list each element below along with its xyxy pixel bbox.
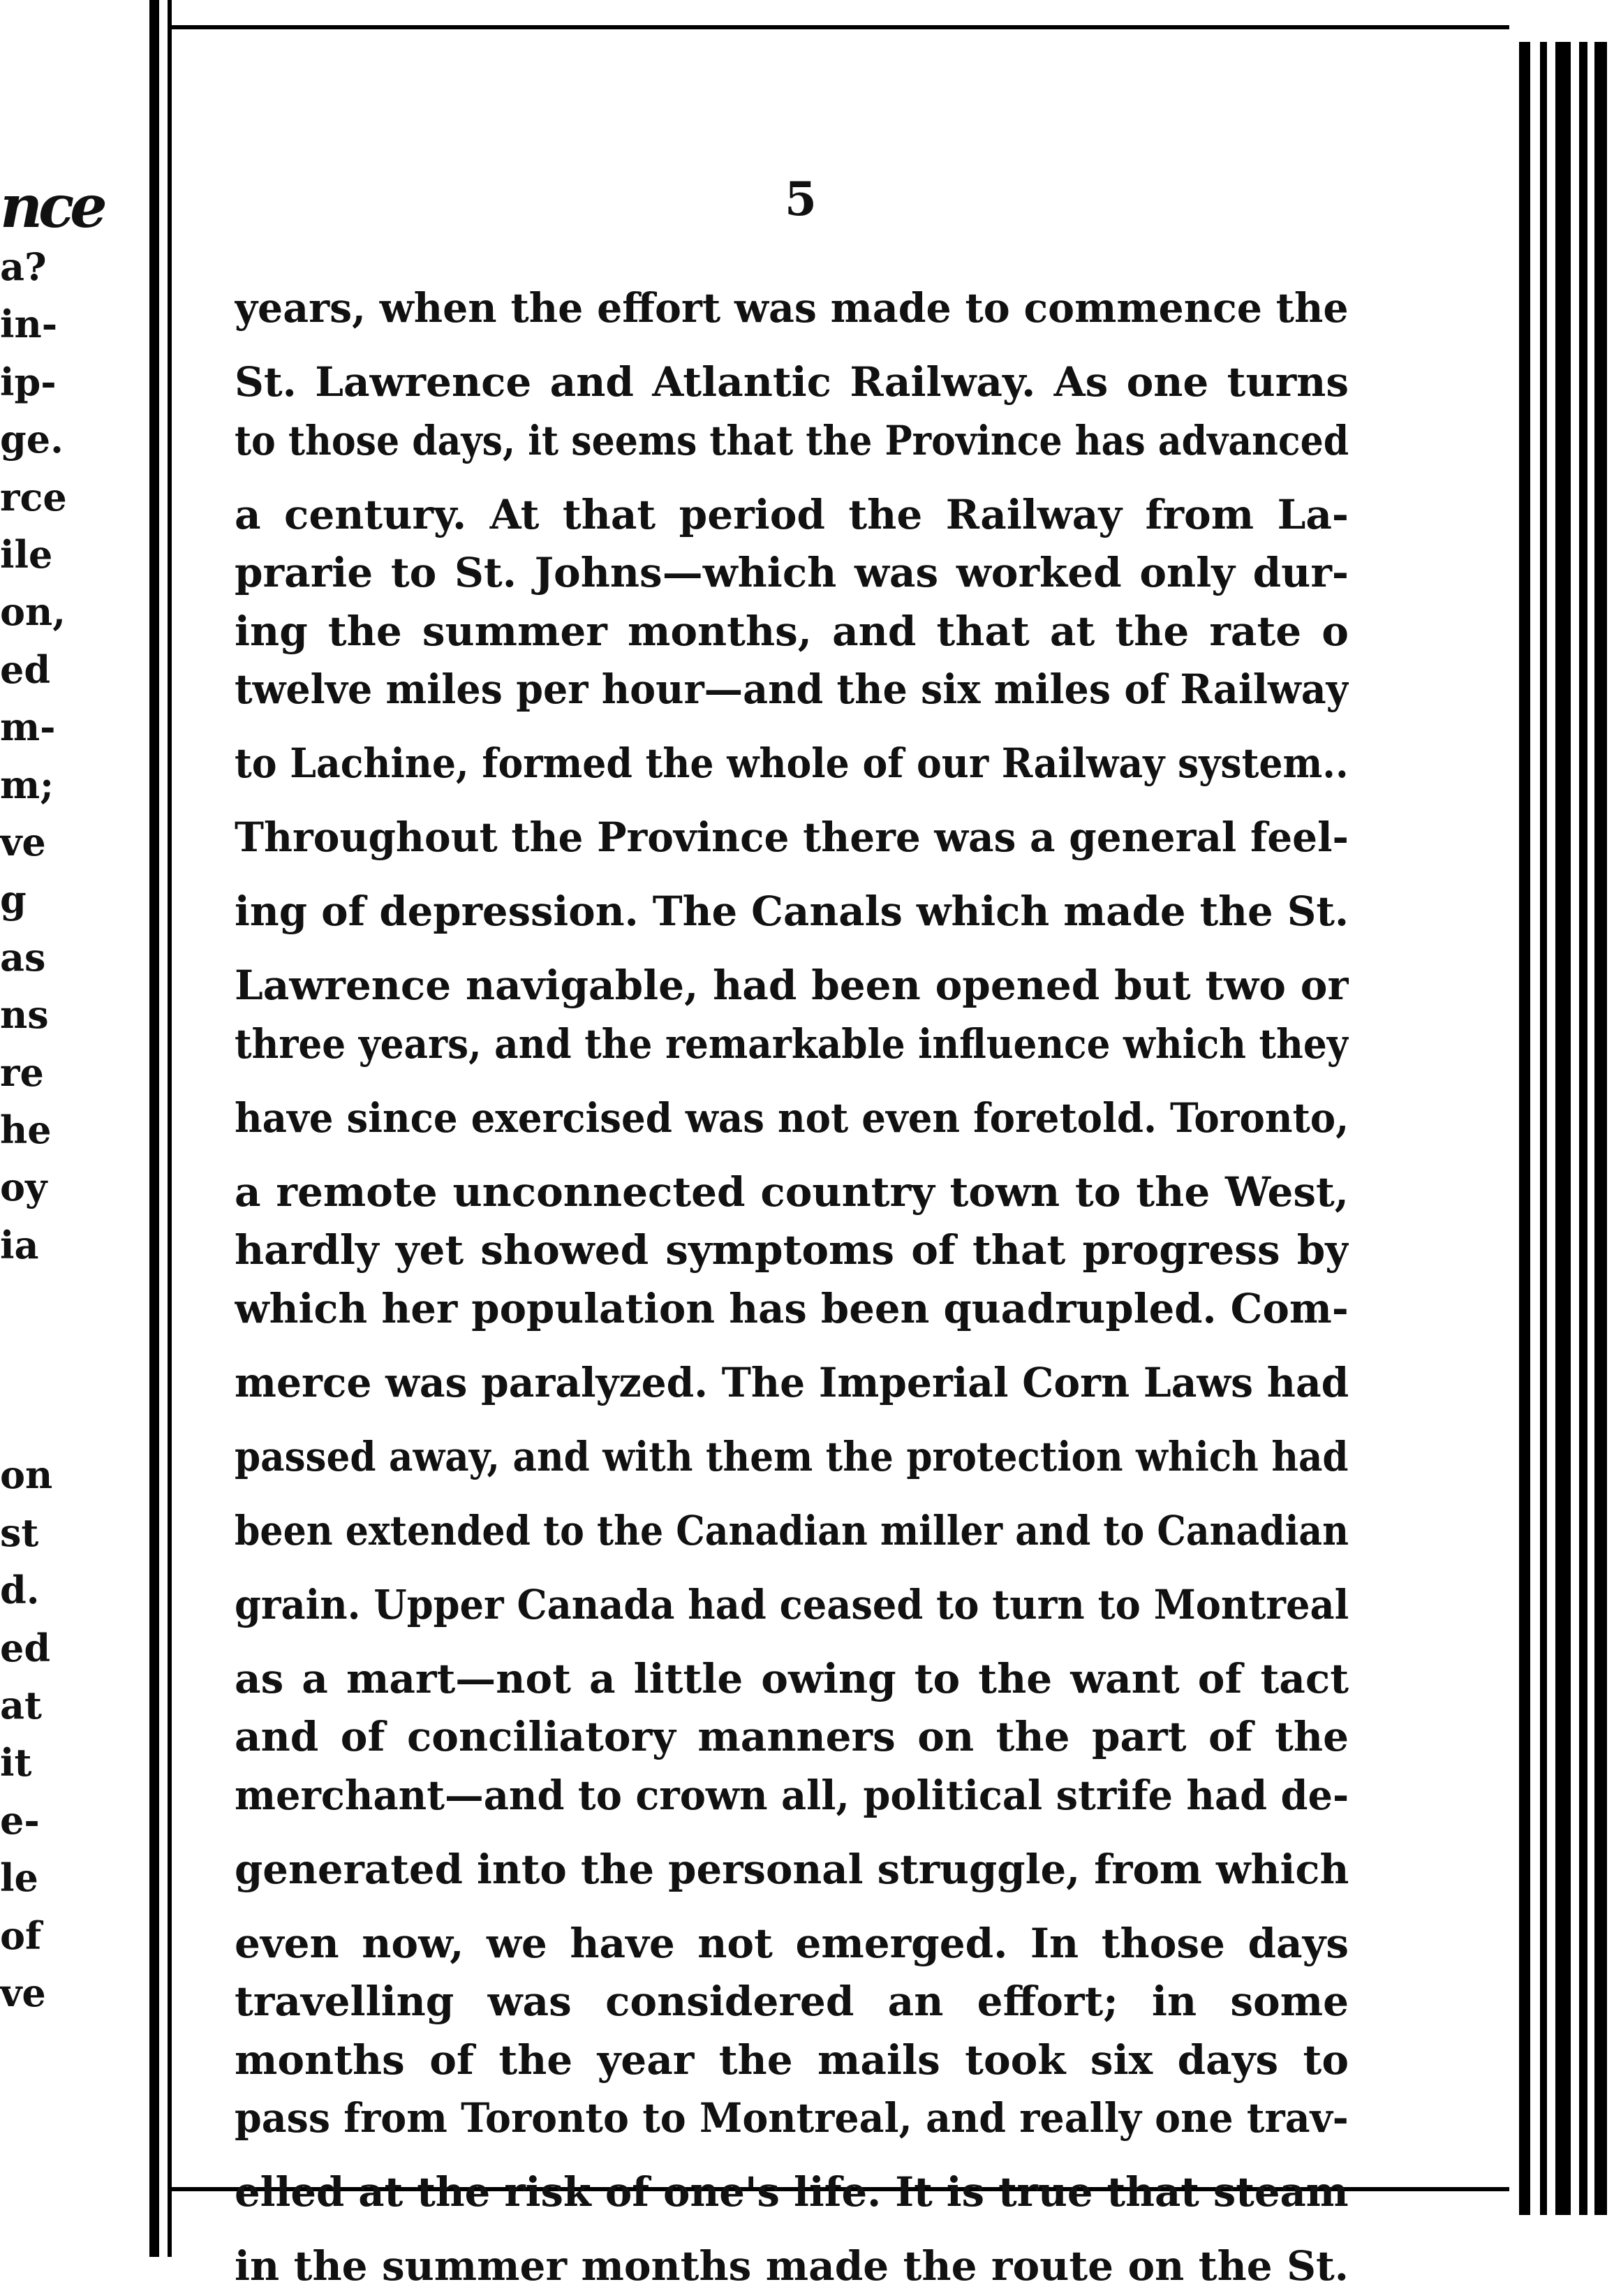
left-page-fragment-line: on <box>0 1452 53 1497</box>
text-line: prarie to St. Johns—which was worked only dur- <box>235 549 1349 596</box>
text-line: a remote unconnected country town to the West, <box>235 1168 1349 1216</box>
book-edge-stripe <box>1540 42 1547 2215</box>
text-line: generated into the personal struggle, from which <box>235 1845 1349 1893</box>
left-page-fragment-line: a? <box>0 244 47 289</box>
left-page-fragment-line: it <box>0 1740 32 1785</box>
book-edge-stripe <box>1519 42 1530 2215</box>
page-number: 5 <box>785 172 817 226</box>
book-edge-stripe <box>1579 42 1587 2215</box>
text-line: as a mart—not a little owing to the want of tact <box>235 1654 1349 1702</box>
book-edge-stripe <box>1594 42 1607 2215</box>
text-line: merchant—and to crown all, political strife had de- <box>235 1771 1349 1819</box>
left-page-fragment-line: re <box>0 1050 44 1095</box>
text-line: grain. Upper Canada had ceased to turn to Montreal <box>235 1580 1349 1628</box>
text-line: elled at the risk of one's life. It is true that steam <box>235 2168 1349 2216</box>
left-page-fragment-line: le <box>0 1855 38 1900</box>
text-line: hardly yet showed symptoms of that progress by <box>235 1226 1349 1274</box>
left-page-fragment-line: as <box>0 935 46 980</box>
text-line: to Lachine, formed the whole of our Railway system.. <box>235 739 1349 787</box>
left-page-fragment-line: d. <box>0 1568 40 1612</box>
text-line: merce was paralyzed. The Imperial Corn Laws had <box>235 1358 1349 1406</box>
text-line: and of conciliatory manners on the part of the <box>235 1713 1349 1760</box>
text-line: in the summer months made the route on the St. <box>235 2242 1349 2290</box>
left-page-fragment-line: m; <box>0 763 54 807</box>
left-page-fragment-line: ns <box>0 992 49 1037</box>
text-line: a century. At that period the Railway from La- <box>235 490 1349 538</box>
left-page-fragment-line: st <box>0 1510 39 1555</box>
text-line: St. Lawrence and Atlantic Railway. As one turns <box>235 358 1349 406</box>
left-page-fragment-line: ed <box>0 1626 51 1670</box>
left-page-fragment-line: in- <box>0 302 58 346</box>
text-line: three years, and the remarkable influence which they <box>235 1020 1349 1068</box>
book-edge <box>1509 0 1614 2257</box>
left-page-fragment-line: ia <box>0 1223 39 1267</box>
text-line: have since exercised was not even foretold. Toronto, <box>235 1094 1349 1142</box>
page-gutter-line <box>149 0 159 2257</box>
left-page-fragment-line: at <box>0 1683 42 1728</box>
left-page-fragment-line: of <box>0 1913 42 1958</box>
text-line: travelling was considered an effort; in some <box>235 1978 1349 2025</box>
left-page-fragment-line: ve <box>0 1971 46 2015</box>
left-page-fragment-line: he <box>0 1107 52 1152</box>
text-line: to those days, it seems that the Province has advanced <box>235 416 1349 464</box>
handwritten-annotation: nce <box>0 172 103 241</box>
text-line: been extended to the Canadian miller and to Canadian <box>235 1506 1349 1554</box>
left-page-fragment-line: ge. <box>0 417 64 462</box>
left-page-fragment-line: ve <box>0 820 46 864</box>
text-line: Throughout the Province there was a general feel- <box>235 814 1349 861</box>
text-line: passed away, and with them the protection which had <box>235 1432 1349 1480</box>
text-line: twelve miles per hour—and the six miles of Railway <box>235 665 1349 713</box>
text-line: years, when the effort was made to commence the <box>235 284 1349 332</box>
left-page-fragment-line: oy <box>0 1165 47 1209</box>
text-line: which her population has been quadrupled. Com- <box>235 1284 1349 1332</box>
left-page-fragment-line: on, <box>0 589 66 634</box>
left-page-fragment-line: ip- <box>0 360 57 404</box>
text-line: Lawrence navigable, had been opened but two or <box>235 962 1349 1009</box>
left-page-fragment-line: e- <box>0 1798 40 1843</box>
text-line: ing the summer months, and that at the rate o <box>235 607 1349 655</box>
text-line: even now, we have not emerged. In those days <box>235 1919 1349 1967</box>
text-line: months of the year the mails took six days to <box>235 2036 1349 2084</box>
page-body-text <box>235 279 1349 2296</box>
left-page-fragment-line: g <box>0 877 27 922</box>
left-page-fragment-line: ile <box>0 532 53 577</box>
left-page-fragment-line: m- <box>0 705 56 749</box>
left-page-fragment-line: ed <box>0 647 51 692</box>
left-page-fragment <box>0 0 149 2257</box>
book-edge-stripe <box>1555 42 1571 2215</box>
text-line: pass from Toronto to Montreal, and really one trav- <box>235 2094 1349 2142</box>
left-page-fragment-line: rce <box>0 475 67 520</box>
text-line: ing of depression. The Canals which made the St. <box>235 888 1349 935</box>
